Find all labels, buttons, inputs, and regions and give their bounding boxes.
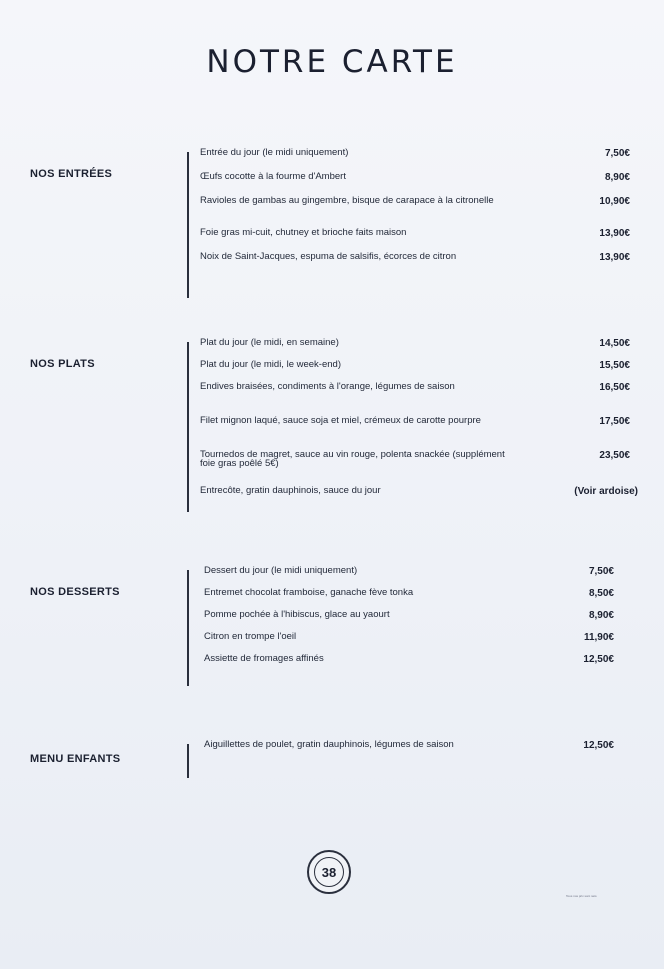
menu-item: [204, 632, 644, 654]
item-price: 15,50€: [599, 360, 630, 371]
item-list: [204, 740, 644, 774]
item-name: Citron en trompe l'oeil: [204, 631, 297, 642]
item-price: 11,90€: [583, 632, 614, 643]
item-price: 10,90€: [599, 196, 630, 207]
menu-item: [200, 172, 640, 196]
item-price: 12,50€: [583, 654, 614, 665]
page-title: NOTRE CARTE: [206, 44, 458, 80]
menu-item: [200, 416, 640, 450]
menu-item: [200, 228, 640, 252]
menu-item: [204, 654, 644, 676]
item-price: 8,90€: [588, 610, 614, 621]
menu-item: [200, 148, 640, 172]
item-list: [200, 338, 640, 508]
menu-item: [200, 450, 640, 486]
item-name: Ravioles de gambas au gingembre, bisque de carapace à la citronelle: [200, 195, 494, 206]
item-list: [200, 148, 640, 280]
divider-line: [187, 152, 189, 298]
item-name: Noix de Saint-Jacques, espuma de salsifis, écorces de citron: [200, 251, 457, 262]
menu-item: [204, 610, 644, 632]
item-name: Plat du jour (le midi, le week-end): [200, 359, 341, 370]
section-title: MENU ENFANTS: [30, 753, 121, 765]
item-name: Endives braisées, condiments à l'orange, légumes de saison: [200, 381, 455, 392]
item-name: Entremet chocolat framboise, ganache fève tonka: [204, 587, 414, 598]
item-price: 16,50€: [599, 382, 630, 393]
item-price: 23,50€: [599, 450, 630, 461]
item-name: Œufs cocotte à la fourme d'Ambert: [200, 171, 346, 182]
item-name: Entrecôte, gratin dauphinois, sauce du jour: [200, 485, 381, 496]
item-price: 17,50€: [599, 416, 630, 427]
item-name: Foie gras mi-cuit, chutney et brioche faits maison: [200, 227, 407, 238]
item-name: Dessert du jour (le midi uniquement): [204, 565, 358, 576]
footnote: Tous nos prix sont nets: [566, 894, 597, 898]
divider-line: [187, 342, 189, 512]
item-name: Aiguillettes de poulet, gratin dauphinois, légumes de saison: [204, 739, 454, 750]
logo-number: 38: [314, 857, 344, 887]
menu-item: [200, 196, 640, 228]
item-name: Entrée du jour (le midi uniquement): [200, 147, 349, 158]
section-title: NOS ENTRÉES: [30, 168, 113, 180]
item-price: 7,50€: [604, 148, 630, 159]
item-price: 14,50€: [599, 338, 630, 349]
item-price: (Voir ardoise): [574, 486, 638, 497]
item-list: [204, 566, 644, 676]
menu-item: [200, 360, 640, 382]
item-name: Assiette de fromages affinés: [204, 653, 324, 664]
item-price: 8,50€: [588, 588, 614, 599]
divider-line: [187, 744, 189, 778]
menu-item: [204, 588, 644, 610]
item-price: 13,90€: [599, 252, 630, 263]
item-name: Plat du jour (le midi, en semaine): [200, 337, 339, 348]
item-name: Tournedos de magret, sauce au vin rouge, polenta snackée (supplément foie gras poêlé 5€): [200, 449, 505, 469]
section-title: NOS PLATS: [30, 358, 95, 370]
item-name: Pomme pochée à l'hibiscus, glace au yaourt: [204, 609, 390, 620]
section-title: NOS DESSERTS: [30, 586, 120, 598]
menu-item: [200, 486, 640, 508]
item-price: 13,90€: [599, 228, 630, 239]
item-price: 8,90€: [604, 172, 630, 183]
item-name: Filet mignon laqué, sauce soja et miel, crémeux de carotte pourpre: [200, 415, 481, 426]
menu-item: [204, 566, 644, 588]
restaurant-logo: [307, 850, 351, 894]
menu-item: [200, 382, 640, 416]
item-price: 7,50€: [588, 566, 614, 577]
divider-line: [187, 570, 189, 686]
menu-item: [204, 740, 644, 774]
item-price: 12,50€: [583, 740, 614, 751]
menu-item: [200, 338, 640, 360]
menu-item: [200, 252, 640, 280]
